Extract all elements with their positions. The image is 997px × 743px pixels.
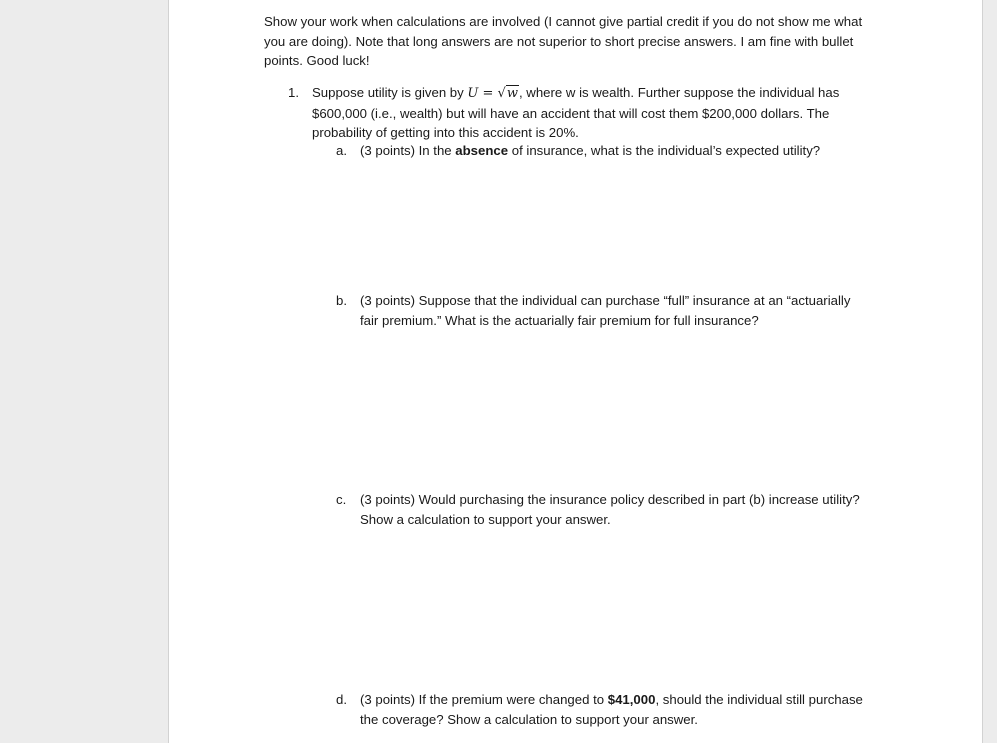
part-c-letter: c.	[336, 492, 347, 507]
instructions-line: Show your work when calculations are involved (I cannot give partial credit if you do not show me what	[264, 14, 863, 29]
part-c-line: Show a calculation to support your answer.	[360, 511, 611, 527]
part-c-line: (3 points) Would purchasing the insurance policy described in part (b) increase utility?	[360, 492, 860, 507]
question-number: 1.	[288, 85, 299, 100]
part-d-text-start: (3 points) If the premium were changed to	[360, 692, 608, 707]
radical-sign: √	[497, 86, 506, 101]
instructions-paragraph	[264, 12, 862, 71]
part-d-line	[360, 690, 863, 710]
part-c-text	[360, 490, 860, 529]
part-b-letter: b.	[336, 293, 347, 308]
part-d-bold-amount: $41,000	[607, 692, 656, 707]
part-a-bold-word: absence	[455, 143, 509, 158]
question-text: , where w is wealth. Further suppose the individual has	[518, 85, 840, 100]
part-b-line: fair premium.” What is the actuarially fair premium for full insurance?	[360, 312, 759, 328]
equation-equals: =	[478, 86, 498, 101]
instructions-line: you are doing). Note that long answers are not superior to short precise answers. I am fine with bullet	[264, 33, 854, 49]
part-d-line: the coverage? Show a calculation to support your answer.	[360, 711, 698, 727]
question-line: $600,000 (i.e., wealth) but will have an accident that will cost them $200,000 dollars. The	[312, 105, 830, 121]
instructions-line: points. Good luck!	[264, 53, 370, 68]
square-root	[498, 84, 519, 104]
utility-equation	[467, 86, 519, 101]
part-a-text-end: of insurance, what is the individual’s expected utility?	[508, 143, 821, 158]
part-a-text-start: (3 points) In the	[360, 143, 456, 158]
part-d-text-end: , should the individual still purchase	[655, 692, 863, 707]
part-a-text	[360, 141, 820, 161]
question-1-stem	[312, 83, 839, 143]
equation-symbol-w: w	[506, 86, 518, 101]
question-line	[312, 83, 839, 104]
part-a-letter: a.	[336, 143, 347, 158]
question-text: Suppose utility is given by	[312, 85, 468, 100]
part-d-text	[360, 690, 863, 729]
question-line: probability of getting into this accident is 20%.	[312, 125, 579, 140]
document-page[interactable]	[168, 0, 983, 743]
part-b-line: (3 points) Suppose that the individual can purchase “full” insurance at an “actuarially	[360, 293, 851, 308]
part-b-text	[360, 291, 850, 330]
part-d-letter: d.	[336, 692, 347, 707]
equation-symbol-U: U	[467, 86, 479, 101]
